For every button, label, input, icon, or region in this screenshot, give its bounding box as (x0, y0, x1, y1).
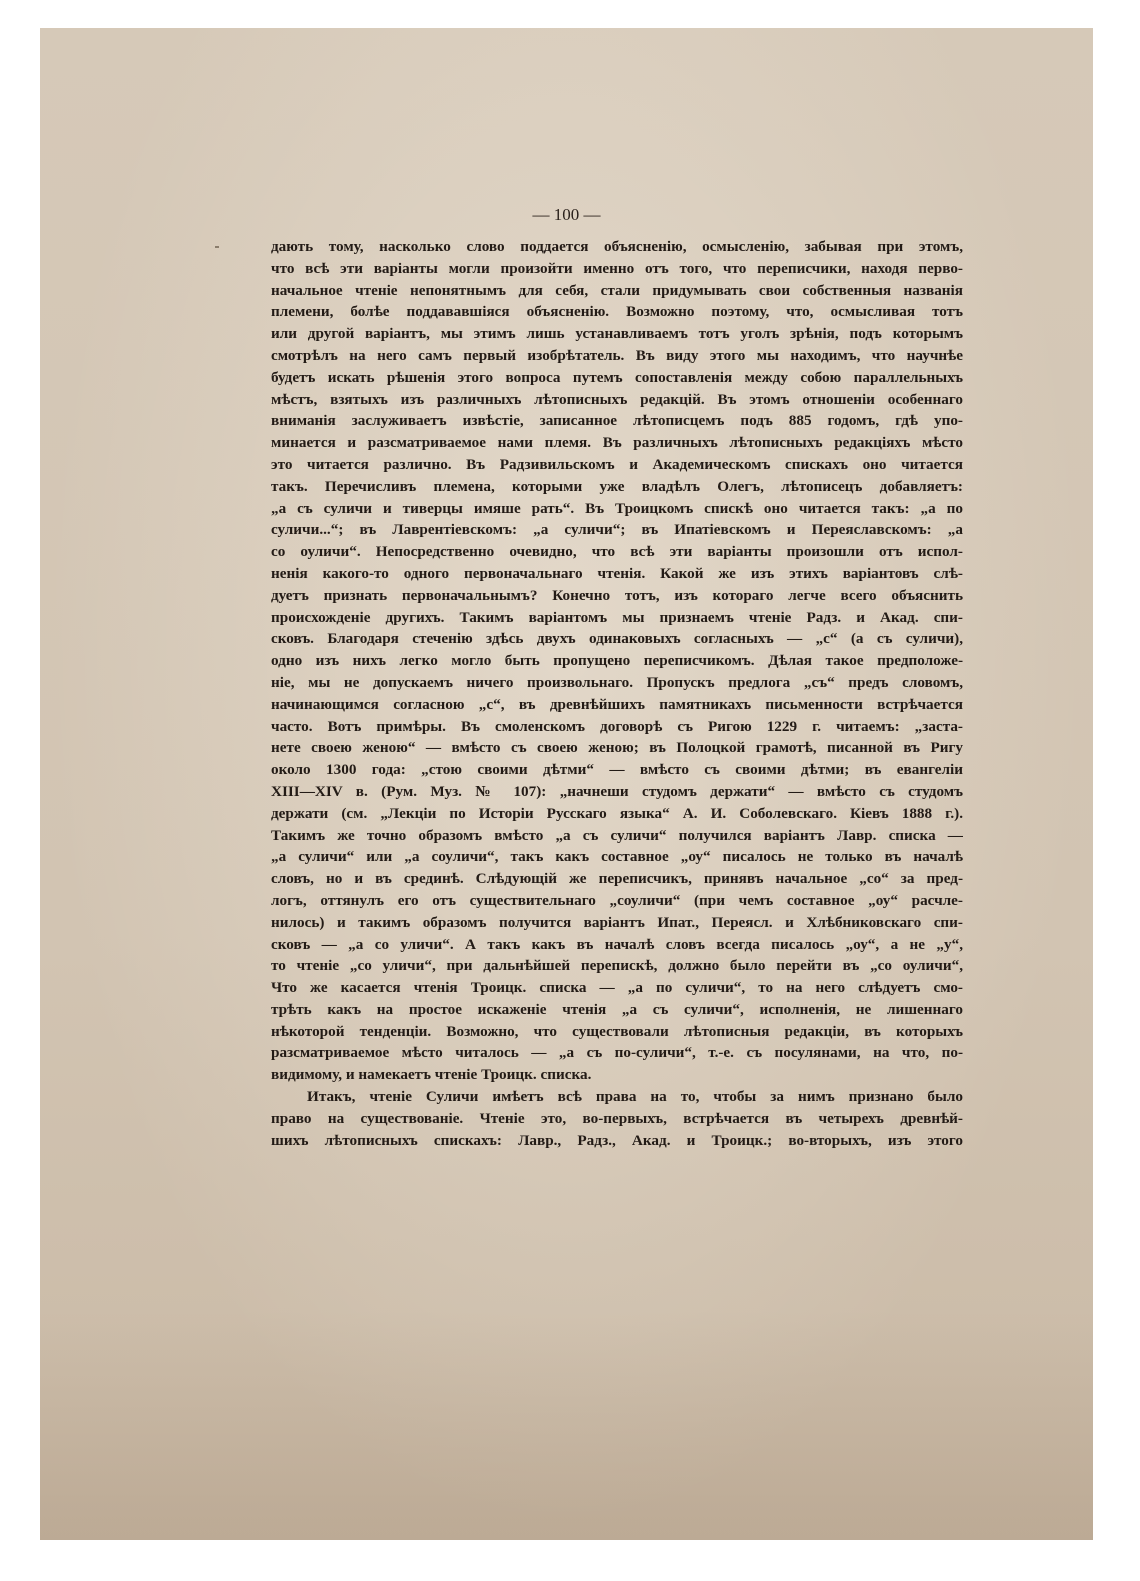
text-line: держати (см. „Лекціи по Исторіи Русскаго языка“ А. И. Соболевскаго. Кіевъ 1888 г.). (271, 804, 963, 822)
text-line: „а съ суличи и тиверцы имяше рать“. Въ Троицкомъ спискѣ оно читается такъ: „а по (271, 499, 963, 517)
paragraph-2 (271, 1086, 963, 1151)
text-line: будетъ искать рѣшенія этого вопроса путемъ сопоставленія между собою параллельныхъ (271, 368, 963, 386)
page-shadow (40, 1310, 1093, 1540)
text-line: начальное чтеніе непонятнымъ для себя, стали придумывать свои собственныя названія (271, 281, 963, 299)
text-line: племени, болѣе поддававшіяся объясненію. Возможно поэтому, что, осмысливая тотъ (271, 303, 963, 321)
text-line: нете своею женою“ — вмѣсто съ своею женою; въ Полоцкой грамотѣ, писанной въ Ригу (271, 739, 963, 757)
text-line: дають тому, насколько слово поддается объясненію, осмысленію, забывая при этомъ, (271, 238, 963, 255)
text-line: Итакъ, чтеніе Суличи имѣетъ всѣ права на то, чтобы за нимъ признано было (307, 1088, 963, 1106)
text-line: нилось) и такимъ образомъ получится варіантъ Ипат., Переясл. и Хлѣбниковскаго спи- (271, 913, 963, 931)
text-line: трѣть какъ на простое искаженіе чтенія „а съ суличи“, исполненія, не лишеннаго (271, 1000, 963, 1018)
text-line: суличи...“; въ Лаврентіевскомъ: „а суличи“; въ Ипатіевскомъ и Переяславскомъ: „а (271, 521, 963, 539)
text-line: нѣкоторой тенденціи. Возможно, что существовали лѣтописныя редакціи, въ которыхъ (271, 1022, 963, 1040)
text-line: со оуличи“. Непосредственно очевидно, что всѣ эти варіанты произошли отъ испол- (271, 543, 963, 561)
text-line: около 1300 года: „стою своими дѣтми“ — вмѣсто съ своими дѣтми; въ евангеліи (271, 761, 963, 779)
text-line: мѣстъ, взятыхъ изъ различныхъ лѣтописныхъ редакцій. Въ этомъ отношеніи особеннаго (271, 390, 963, 408)
text-line: смотрѣлъ на него самъ первый изобрѣтатель. Въ виду этого мы находимъ, что научнѣе (271, 346, 963, 364)
text-line: шихъ лѣтописныхъ спискахъ: Лавр., Радз., Акад. и Троицк.; во-вторыхъ, изъ этого (271, 1131, 963, 1149)
text-line: или другой варіантъ, мы этимъ лишь устанавливаемъ тотъ уголъ зрѣнія, подъ которымъ (271, 325, 963, 343)
text-line: такъ. Перечисливъ племена, которыми уже владѣлъ Олегъ, лѣтописецъ добавляетъ: (271, 477, 963, 495)
text-line: часто. Вотъ примѣры. Въ смоленскомъ договорѣ съ Ригою 1229 г. читаемъ: „заста- (271, 717, 963, 735)
text-line: происхожденіе другихъ. Такимъ варіантомъ мы признаемъ чтеніе Радз. и Акад. спи- (271, 608, 963, 626)
text-line: то чтеніе „со уличи“, при дальнѣйшей перепискѣ, должно было перейти въ „со оуличи“, (271, 957, 963, 975)
text-line: начинающимся согласною „с“, въ древнѣйшихъ памятникахъ письменности встрѣчается (271, 695, 963, 713)
text-line: минается и разсматриваемое нами племя. Въ различныхъ лѣтописныхъ редакціяхъ мѣсто (271, 434, 963, 452)
text-line: разсматриваемое мѣсто читалось — „а съ по-суличи“, т.-е. съ посулянами, на что, по- (271, 1044, 963, 1062)
text-line: Что же касается чтенія Троицк. списка — „а по суличи“, то на него слѣдуетъ смо- (271, 979, 963, 997)
paragraph-1 (271, 236, 963, 1086)
text-line: ненія какого-то одного первоначальнаго чтенія. Какой же изъ этихъ варіантовъ слѣ- (271, 564, 963, 582)
text-line: видимому, и намекаетъ чтеніе Троицк. списка. (271, 1066, 592, 1084)
text-line: XIII—XIV в. (Рум. Муз. № 107): „начнеши студомъ держати“ — вмѣсто съ студомъ (271, 782, 963, 800)
text-line: сковъ. Благодаря стеченію здѣсь двухъ одинаковыхъ согласныхъ — „с“ (а съ суличи), (271, 630, 963, 648)
text-line: дуетъ признать первоначальнымъ? Конечно тотъ, изъ котораго легче всего объяснить (271, 586, 963, 604)
text-line: „а суличи“ или „а соуличи“, такъ какъ составное „оу“ писалось не только въ началѣ (271, 848, 963, 866)
text-line: что всѣ эти варіанты могли произойти именно отъ того, что переписчики, находя перво- (271, 259, 963, 277)
text-line: Такимъ же точно образомъ вмѣсто „а съ суличи“ получился варіантъ Лавр. списка — (271, 826, 963, 844)
text-line: логъ, оттянулъ его отъ существительнаго „соуличи“ (при чемъ составное „оу“ расчле- (271, 891, 963, 909)
text-line: словъ, но и въ срединѣ. Слѣдующій же переписчикъ, принявъ начальное „со“ за пред- (271, 870, 963, 888)
scanned-page (40, 28, 1093, 1540)
text-line: сковъ — „а со уличи“. А такъ какъ въ началѣ словъ всегда писалось „оу“, а не „у“, (271, 935, 963, 953)
margin-mark (215, 246, 219, 248)
text-line: одно изъ нихъ легко могло быть пропущено переписчикомъ. Дѣлая такое предположе- (271, 652, 963, 670)
text-line: право на существованіе. Чтеніе это, во-первыхъ, встрѣчается въ четырехъ древнѣй- (271, 1109, 963, 1127)
text-line: ніе, мы не допускаемъ ничего произвольнаго. Пропускъ предлога „съ“ предъ словомъ, (271, 673, 963, 691)
text-line: это читается различно. Въ Радзивильскомъ и Академическомъ спискахъ оно читается (271, 455, 963, 473)
body-text (271, 236, 963, 1151)
page-number: — 100 — (532, 205, 601, 224)
text-line: вниманія заслуживаетъ извѣстіе, записанное лѣтописцемъ подъ 885 годомъ, гдѣ упо- (271, 412, 963, 430)
